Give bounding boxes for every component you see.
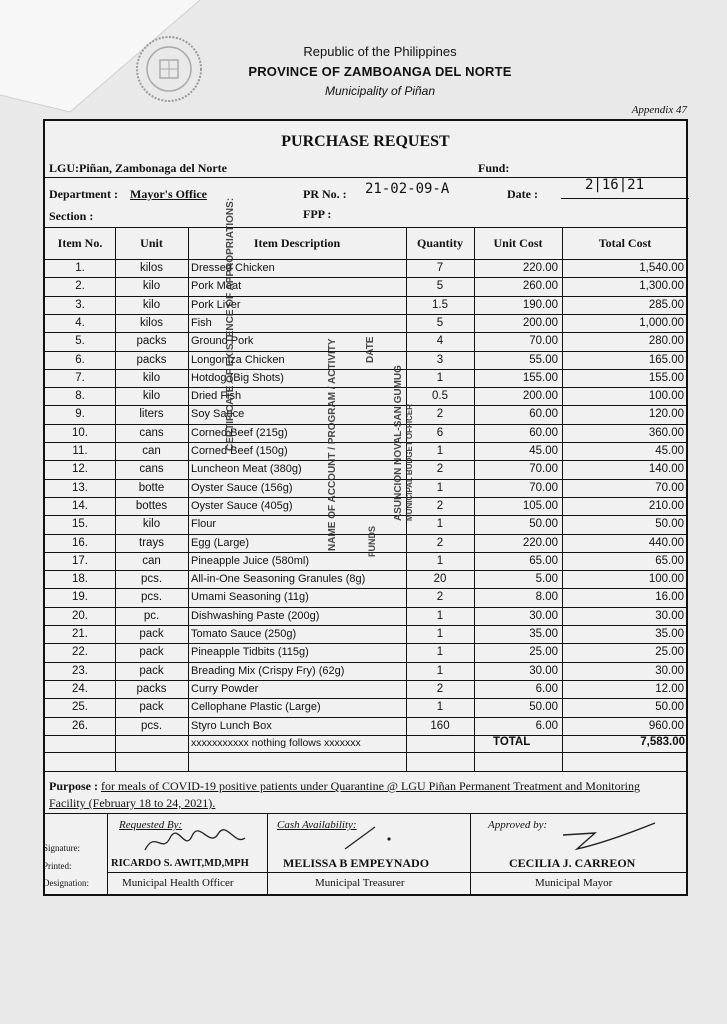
table-row-divider (45, 332, 686, 333)
table-row-divider (45, 460, 686, 461)
cell-total-cost: 16.00 (655, 591, 684, 604)
cell-quantity: 0.5 (432, 390, 448, 403)
cell-quantity: 2 (436, 682, 444, 695)
cell-total-cost: 960.00 (648, 719, 684, 732)
cell-item-no: 2. (75, 280, 85, 293)
cell-unit-cost: 25.00 (529, 646, 558, 659)
cell-unit: kilos (139, 316, 163, 329)
cell-total-cost: 65.00 (655, 554, 684, 567)
cell-unit: packs (136, 682, 167, 695)
cell-description: Egg (Large) (191, 536, 250, 549)
cell-item-no: 12. (72, 463, 88, 476)
cell-unit-cost: 5.00 (535, 573, 558, 586)
cell-unit-cost: 65.00 (529, 554, 558, 567)
designation-row-label: Designation: (43, 878, 89, 888)
table-row-divider (45, 479, 686, 480)
cell-total-cost: 120.00 (648, 408, 684, 421)
cell-unit: bottes (135, 499, 168, 512)
cell-unit: kilo (142, 280, 161, 293)
cell-item-no: 3. (75, 298, 85, 311)
cell-item-no: 25. (72, 701, 88, 714)
cell-total-cost: 360.00 (648, 426, 684, 439)
cell-unit-cost: 155.00 (522, 371, 558, 384)
header-province: PROVINCE OF ZAMBOANGA DEL NORTE (248, 64, 512, 79)
cell-quantity: 7 (436, 262, 444, 274)
cash-availability-signature (335, 823, 395, 853)
cell-unit: pcs. (140, 591, 163, 604)
cell-item-no: 11. (72, 445, 88, 457)
cell-description: Tomato Sauce (250g) (191, 628, 297, 640)
cell-quantity: 1.5 (432, 298, 448, 311)
table-row-divider (45, 607, 686, 608)
cell-unit-cost: 55.00 (529, 353, 558, 366)
cell-description: Corned Beef (150g) (191, 445, 288, 457)
cell-quantity: 20 (433, 573, 447, 586)
cell-quantity: 2 (436, 499, 444, 512)
table-row-divider (45, 497, 686, 498)
lgu-label: LGU: (49, 161, 79, 175)
cell-quantity: 2 (436, 463, 444, 476)
section-label: Section : (49, 209, 94, 223)
cell-unit: kilo (142, 298, 161, 311)
cell-description: Longoniza Chicken (191, 353, 285, 366)
cell-total-cost: 285.00 (648, 298, 684, 311)
cell-unit-cost: 200.00 (522, 316, 558, 329)
col-description: Item Description (253, 236, 341, 250)
table-row-divider (45, 405, 686, 406)
cell-quantity: 2 (436, 408, 444, 421)
cell-item-no: 19. (72, 591, 88, 604)
cell-unit: pack (139, 646, 164, 659)
cell-unit: pack (139, 628, 164, 640)
cell-item-no: 18. (72, 573, 88, 586)
cash-availability-label: Cash Availability: (277, 819, 357, 831)
cell-quantity: 4 (436, 335, 444, 348)
cell-quantity: 1 (436, 609, 444, 622)
approved-by-label: Approved by: (488, 819, 548, 831)
cell-quantity: 1 (436, 646, 444, 659)
pr-no-label: PR No. : (303, 187, 347, 201)
fpp-label: FPP : (303, 207, 332, 221)
date-label: Date : (507, 187, 538, 201)
cell-description: Oyster Sauce (156g) (191, 481, 293, 494)
cell-total-cost: 155.00 (648, 371, 684, 384)
funds-stamp: FUNDS (367, 526, 377, 557)
cell-description: Ground Pork (191, 335, 254, 348)
cell-quantity: 5 (436, 316, 444, 329)
cell-unit-cost: 220.00 (522, 262, 558, 274)
certificate-stamp: CERTIFICATE OF EXISTENCE OF APPROPRIATIONS: (225, 197, 236, 451)
approved-by-designation: Municipal Mayor (535, 877, 613, 889)
cell-description: Oyster Sauce (405g) (191, 499, 293, 512)
cell-quantity: 1 (436, 481, 444, 494)
budget-officer-title-stamp: MUNICIPAL BUDGET OFFICER (405, 403, 414, 521)
cell-unit: cans (139, 426, 164, 439)
cell-unit: cans (139, 463, 164, 476)
cell-total-cost: 280.00 (648, 335, 684, 348)
budget-officer-stamp: ASUNCION NOVAL-SAN GUMUG (393, 365, 404, 521)
cell-unit: pcs. (140, 573, 163, 586)
cell-unit-cost: 35.00 (529, 628, 558, 640)
cell-unit-cost: 30.00 (529, 609, 558, 622)
cell-unit-cost: 200.00 (522, 390, 558, 403)
table-row-divider (45, 643, 686, 644)
cell-unit-cost: 190.00 (522, 298, 558, 311)
cell-unit-cost: 60.00 (529, 426, 558, 439)
cell-quantity: 6 (436, 426, 444, 439)
cell-unit-cost: 70.00 (529, 463, 558, 476)
cell-item-no: 21. (72, 628, 88, 640)
table-row-divider (45, 369, 686, 370)
cell-item-no: 26. (72, 719, 88, 732)
table-row-divider (45, 277, 686, 278)
cell-item-no: 5. (75, 335, 85, 348)
table-row-divider (45, 515, 686, 516)
cell-description: Dishwashing Paste (200g) (191, 609, 320, 622)
cell-total-cost: 210.00 (648, 499, 684, 512)
cell-quantity: 1 (436, 701, 444, 714)
cell-total-cost: 140.00 (648, 463, 684, 476)
table-row-divider (45, 625, 686, 626)
appendix-label: Appendix 47 (631, 104, 687, 116)
cell-total-cost: 45.00 (655, 445, 684, 457)
cell-unit: pack (139, 701, 164, 714)
department-value: Mayor's Office (130, 187, 207, 201)
table-row-divider (45, 588, 686, 589)
cell-quantity: 1 (436, 628, 444, 640)
cell-description: Pineapple Juice (580ml) (191, 554, 310, 567)
cell-description: Hotdog (Big Shots) (191, 371, 284, 384)
cell-unit: kilo (142, 390, 161, 403)
cell-description: All-in-One Seasoning Granules (8g) (191, 573, 366, 586)
account-stamp: NAME OF ACCOUNT / PROGRAM / ACTIVITY (327, 338, 338, 551)
cell-item-no: 1. (75, 262, 85, 274)
cell-total-cost: 100.00 (648, 390, 684, 403)
cell-item-no: 7. (75, 371, 85, 384)
cell-unit-cost: 50.00 (529, 518, 558, 531)
cell-item-no: 22. (72, 646, 88, 659)
table-row-divider (45, 698, 686, 699)
cell-description: Umami Seasoning (11g) (191, 591, 309, 604)
table-row-divider (45, 314, 686, 315)
cell-total-cost: 1,300.00 (639, 280, 684, 293)
purpose-label: Purpose : (49, 779, 98, 793)
cell-unit: packs (136, 335, 167, 348)
table-row-divider (45, 552, 686, 553)
cell-total-cost: 50.00 (655, 701, 684, 714)
cell-item-no: 15. (72, 518, 88, 531)
cash-availability-name: MELISSA B EMPEYNADO (283, 856, 430, 870)
cell-description: Styro Lunch Box (191, 719, 272, 732)
cell-unit: can (142, 445, 161, 457)
cell-unit-cost: 50.00 (529, 701, 558, 714)
cell-unit-cost: 220.00 (522, 536, 558, 549)
table-row-divider (45, 752, 686, 753)
lgu-value: Piñan, Zambonaga del Norte (79, 161, 228, 175)
approved-by-name: CECILIA J. CARREON (509, 856, 636, 870)
table-row-divider (45, 296, 686, 297)
pr-no-value: 21-02-09-A (365, 181, 450, 197)
cell-unit-cost: 45.00 (529, 445, 558, 457)
table-row-divider (45, 424, 686, 425)
cell-unit: kilo (142, 371, 161, 384)
requested-by-signature (140, 826, 250, 858)
cell-total-cost: 1,540.00 (639, 262, 684, 274)
total-value: 7,583.00 (640, 736, 685, 748)
cell-item-no: 10. (72, 426, 88, 439)
cell-description: Pineapple Tidbits (115g) (191, 646, 309, 659)
date-value: 2|16|21 (585, 177, 645, 193)
cell-total-cost: 30.00 (655, 609, 684, 622)
cell-description: Curry Powder (191, 682, 259, 695)
cell-unit: trays (139, 536, 164, 549)
cell-total-cost: 25.00 (655, 646, 684, 659)
printed-row-label: Printed: (43, 861, 72, 871)
cell-item-no: 6. (75, 353, 85, 366)
cell-unit-cost: 6.00 (535, 682, 558, 695)
col-item-no: Item No. (57, 236, 103, 250)
cell-total-cost: 440.00 (648, 536, 684, 549)
cell-unit: pack (139, 664, 164, 677)
requested-by-label: Requested By: (119, 819, 183, 831)
requested-by-name: RICARDO S. AWIT,MD,MPH (111, 858, 249, 869)
col-unit-cost: Unit Cost (493, 236, 543, 250)
cell-description: Pork Liver (191, 298, 241, 311)
total-label: TOTAL (493, 736, 531, 748)
header-republic: Republic of the Philippines (303, 44, 457, 59)
cash-availability-designation: Municipal Treasurer (315, 877, 405, 889)
signature-row-label: Signature: (43, 843, 80, 853)
cell-quantity: 1 (436, 371, 444, 384)
cell-unit: pc. (143, 609, 160, 622)
cell-quantity: 2 (436, 536, 444, 549)
col-quantity: Quantity (416, 236, 463, 250)
cell-unit-cost: 60.00 (529, 408, 558, 421)
approved-by-signature (555, 819, 665, 853)
cell-unit-cost: 8.00 (535, 591, 558, 604)
cell-quantity: 2 (436, 591, 444, 604)
cell-description: Flour (191, 518, 217, 531)
cell-description: Luncheon Meat (380g) (191, 463, 302, 476)
date-stamp: DATE (365, 336, 376, 363)
cell-unit-cost: 30.00 (529, 664, 558, 677)
table-row-divider (45, 442, 686, 443)
col-unit: Unit (140, 236, 163, 250)
cell-description: Soy Sauce (191, 408, 245, 421)
cell-unit-cost: 105.00 (522, 499, 558, 512)
cell-unit: liters (139, 408, 164, 421)
cell-total-cost: 50.00 (655, 518, 684, 531)
cell-total-cost: 35.00 (655, 628, 684, 640)
cell-item-no: 14. (72, 499, 88, 512)
cell-unit: kilos (139, 262, 163, 274)
purchase-request-form (43, 119, 688, 896)
form-title: PURCHASE REQUEST (281, 133, 450, 150)
requested-by-designation: Municipal Health Officer (122, 877, 234, 889)
cell-total-cost: 12.00 (655, 682, 684, 695)
cell-unit-cost: 70.00 (529, 481, 558, 494)
cell-description: Breading Mix (Crispy Fry) (62g) (191, 664, 345, 677)
cell-unit: packs (136, 353, 167, 366)
cell-unit-cost: 6.00 (535, 719, 558, 732)
cell-description: Pork Meat (191, 280, 242, 293)
fund-label: Fund: (478, 161, 510, 175)
cell-description: Corned Beef (215g) (191, 426, 288, 439)
cell-unit: kilo (142, 518, 161, 531)
cell-description: Fish (191, 316, 212, 329)
cell-unit: can (142, 554, 161, 567)
department-label: Department : (49, 187, 118, 201)
col-total-cost: Total Cost (598, 236, 652, 250)
cell-item-no: 4. (75, 316, 85, 329)
cell-total-cost: 165.00 (648, 353, 684, 366)
cell-quantity: 1 (436, 518, 444, 531)
cell-description: Dressed Chicken (191, 262, 275, 274)
cell-description: Cellophane Plastic (Large) (191, 701, 321, 714)
table-row-divider (45, 680, 686, 681)
cell-item-no: 13. (72, 481, 88, 494)
cell-quantity: 1 (436, 554, 444, 567)
cell-description: Dried Fish (191, 390, 242, 403)
cell-unit: botte (138, 481, 165, 494)
table-row-divider (45, 570, 686, 571)
nothing-follows: xxxxxxxxxxx nothing follows xxxxxxx (191, 737, 361, 749)
cell-unit-cost: 260.00 (522, 280, 558, 293)
cell-unit: pcs. (140, 719, 163, 732)
purpose-text: for meals of COVID-19 positive patients under Quarantine @ LGU Piñan Permanent Treatment and Monitoring Facility (February 18 to 24, 2021). (49, 779, 640, 810)
cell-item-no: 9. (75, 408, 85, 421)
table-row-divider (45, 662, 686, 663)
cell-quantity: 1 (436, 664, 444, 677)
header-municipality: Municipality of Piñan (324, 84, 436, 98)
cell-total-cost: 70.00 (655, 481, 684, 494)
cell-unit-cost: 70.00 (529, 335, 558, 348)
cell-quantity: 1 (436, 445, 444, 457)
cell-quantity: 3 (436, 353, 444, 366)
cell-item-no: 20. (72, 609, 88, 622)
cell-item-no: 8. (75, 390, 85, 403)
cell-quantity: 160 (430, 719, 450, 732)
cell-total-cost: 1,000.00 (639, 316, 684, 329)
cell-total-cost: 30.00 (655, 664, 684, 677)
table-row-divider (45, 717, 686, 718)
cell-item-no: 24. (72, 682, 88, 695)
table-row-divider (45, 387, 686, 388)
purpose-block (49, 778, 679, 812)
cell-item-no: 17. (72, 554, 88, 567)
cell-total-cost: 100.00 (648, 573, 684, 586)
cell-quantity: 5 (436, 280, 444, 293)
table-row-divider (45, 534, 686, 535)
cell-item-no: 16. (72, 536, 88, 549)
cell-item-no: 23. (72, 664, 88, 677)
